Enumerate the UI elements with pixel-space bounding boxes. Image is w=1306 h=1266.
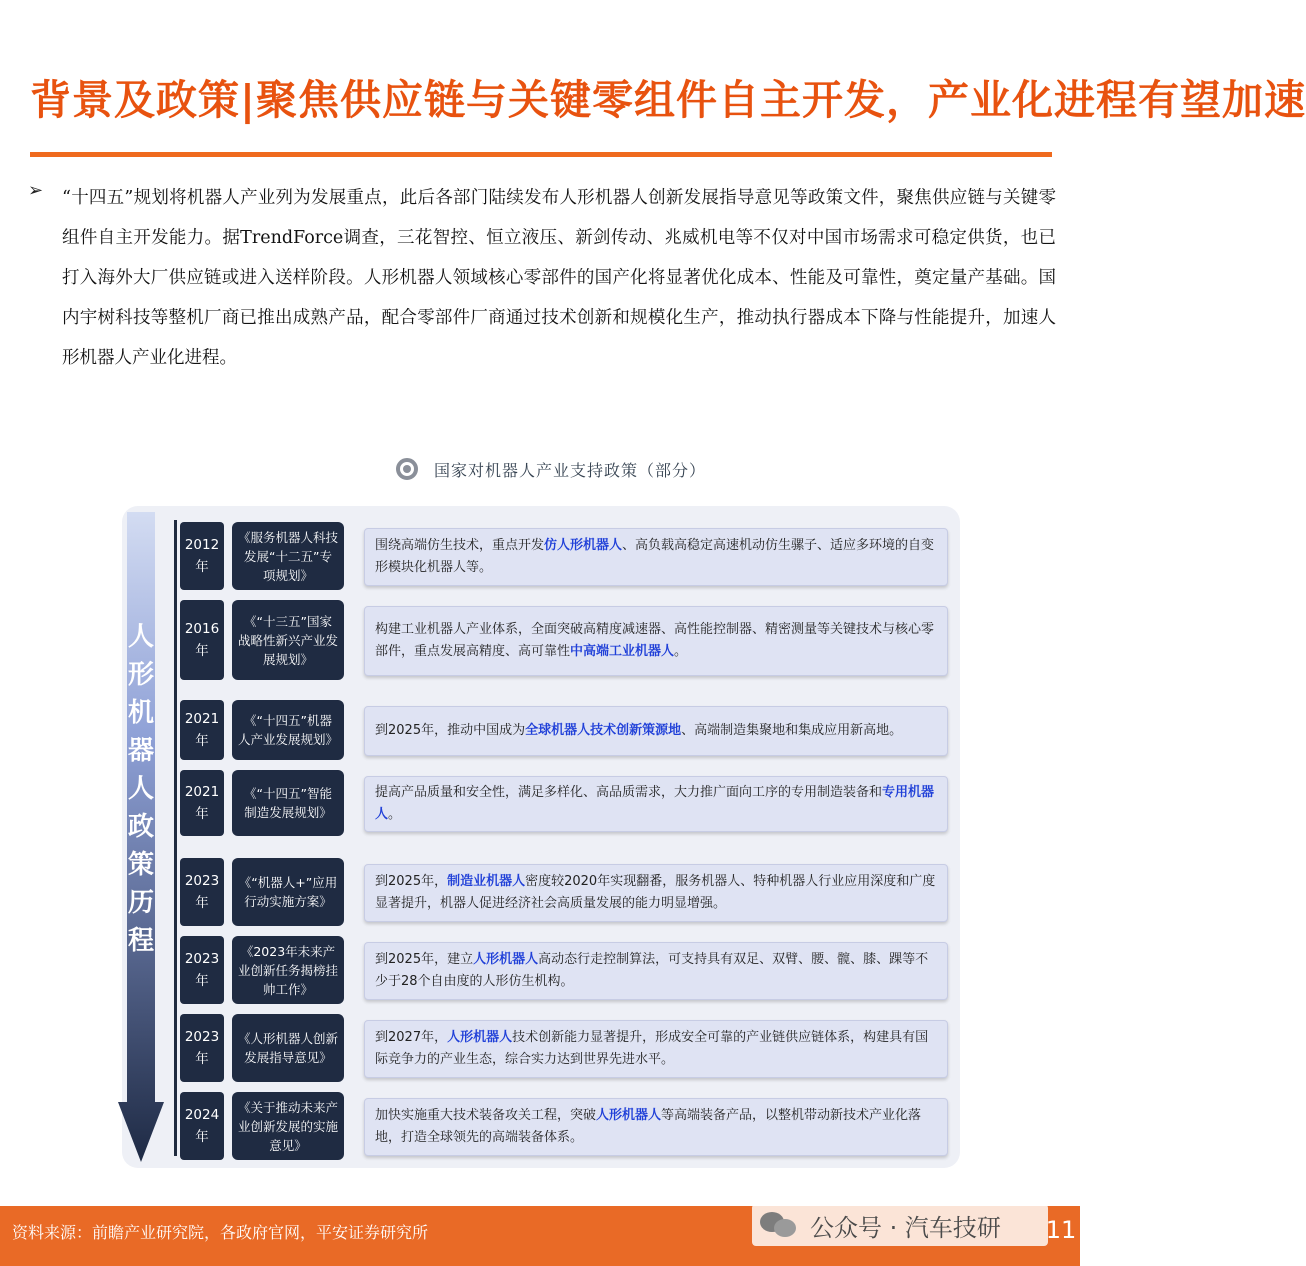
description-post: 、高负载高稳定高速机动仿生骡子、适应多环境的自变形模块化机器人等。	[375, 538, 935, 575]
year-value: 2023	[184, 951, 220, 967]
policy-description	[364, 1098, 948, 1156]
description-pre: 构建工业机器人产业体系，全面突破高精度减速器、高性能控制器、精密测量等关键技术与核心零部件，重点发展高精度、高可靠性	[375, 622, 935, 659]
policy-document-name: 《服务机器人科技发展“十二五”专项规划》	[232, 522, 344, 590]
page-title: 背景及政策|聚焦供应链与关键零组件自主开发，产业化进程有望加速	[30, 76, 1306, 124]
year-unit: 年	[195, 733, 209, 749]
year-unit: 年	[195, 973, 209, 989]
policy-description	[364, 528, 948, 586]
description-highlight: 人形机器人	[596, 1108, 662, 1123]
figure-caption-text: 国家对机器人产业支持政策（部分）	[434, 460, 707, 480]
year-unit: 年	[195, 559, 209, 575]
year-value: 2023	[184, 873, 220, 889]
description-post: 、高端制造集聚地和集成应用新高地。	[681, 723, 903, 738]
year-badge	[180, 700, 224, 760]
description-post: 高动态行走控制算法，可支持具有双足、双臂、腰、髋、膝、踝等不少于28个自由度的人形仿生机构。	[375, 952, 929, 989]
policy-row	[0, 522, 1080, 594]
policy-description-text	[375, 619, 937, 663]
year-value: 2016	[184, 621, 220, 637]
policy-description-text	[375, 949, 937, 993]
year-value: 2012	[184, 537, 220, 553]
description-pre: 到2025年，推动中国成为	[375, 723, 526, 738]
policy-description	[364, 1020, 948, 1078]
description-pre: 到2025年，	[375, 874, 448, 889]
year-badge	[180, 858, 224, 926]
description-highlight: 仿人形机器人	[544, 538, 623, 553]
description-post: 等高端装备产品，以整机带动新技术产业化落地，打造全球领先的高端装备体系。	[375, 1108, 922, 1145]
arrow-label-char: 人	[127, 622, 154, 652]
description-highlight: 全球机器人技术创新策源地	[525, 723, 682, 738]
title-divider	[30, 152, 1052, 157]
policy-row	[0, 936, 1080, 1008]
description-highlight: 制造业机器人	[447, 874, 526, 889]
policy-description-text	[375, 535, 937, 579]
policy-description	[364, 864, 948, 922]
arrow-label-char: 历	[127, 888, 154, 918]
policy-document-name: 《关于推动未来产业创新发展的实施意见》	[232, 1092, 344, 1160]
policy-document-name: 《“机器人+”应用行动实施方案》	[232, 858, 344, 926]
target-circle-icon	[396, 458, 418, 480]
description-pre: 到2025年，建立	[375, 952, 474, 967]
description-pre: 提高产品质量和安全性，满足多样化、高品质需求，大力推广面向工序的专用制造装备和	[375, 785, 883, 800]
policy-row	[0, 1092, 1080, 1164]
wechat-icon	[760, 1210, 800, 1240]
policy-description	[364, 942, 948, 1000]
description-highlight: 中高端工业机器人	[570, 644, 675, 659]
policy-description-text	[375, 1105, 937, 1149]
year-badge	[180, 522, 224, 590]
policy-row	[0, 1014, 1080, 1086]
description-post: 密度较2020年实现翻番，服务机器人、特种机器人行业应用深度和广度显著提升，机器人促进经济社会高质量发展的能力明显增强。	[375, 874, 936, 911]
description-post: 。	[674, 644, 688, 659]
arrow-label-char: 形	[127, 660, 154, 690]
policy-row	[0, 600, 1080, 684]
policy-document-name: 《“十四五”机器人产业发展规划》	[232, 700, 344, 760]
arrow-label-char: 人	[127, 774, 154, 804]
policy-document-name: 《人形机器人创新发展指导意见》	[232, 1014, 344, 1082]
policy-description-text	[375, 1027, 937, 1071]
year-badge	[180, 600, 224, 680]
watermark	[752, 1204, 1048, 1246]
description-highlight: 专用机器人	[375, 785, 935, 822]
policy-description-text	[375, 782, 937, 826]
policy-description	[364, 606, 948, 676]
arrow-label-char: 程	[127, 926, 154, 956]
year-badge	[180, 936, 224, 1004]
arrow-label-char: 器	[127, 736, 154, 766]
year-unit: 年	[195, 1051, 209, 1067]
policy-document-name: 《2023年未来产业创新任务揭榜挂帅工作》	[232, 936, 344, 1004]
footer-source: 资料来源：前瞻产业研究院，各政府官网，平安证券研究所	[12, 1223, 429, 1242]
description-pre: 加快实施重大技术装备攻关工程，突破	[375, 1108, 597, 1123]
arrow-label-char: 策	[127, 850, 154, 880]
intro-text: “十四五”规划将机器人产业列为发展重点，此后各部门陆续发布人形机器人创新发展指导意见等政策文件，聚焦供应链与关键零组件自主开发能力。据TrendForce调查，三花智控、恒立液压、新剑传动、兆威机电等不仅对中国市场需求可稳定供货，也已打入海外大厂供应链或进入送样阶段。人形机器人领域核心零部件的国产化将显著优化成本、性能及可靠性，奠定量产基础。国内宇树科技等整机厂商已推出成熟产品，配合零部件厂商通过技术创新和规模化生产，推动执行器成本下降与性能提升，加速人形机器人产业化进程。	[62, 188, 1056, 368]
year-unit: 年	[195, 1129, 209, 1145]
policy-description	[364, 776, 948, 832]
year-value: 2023	[184, 1029, 220, 1045]
year-badge	[180, 1092, 224, 1160]
policy-document-name: 《“十三五”国家战略性新兴产业发展规划》	[232, 600, 344, 680]
policy-description-text	[375, 720, 902, 742]
description-post: 技术创新能力显著提升，形成安全可靠的产业链供应链体系，构建具有国际竞争力的产业生态，综合实力达到世界先进水平。	[375, 1030, 929, 1067]
watermark-text: 公众号 · 汽车技研	[810, 1213, 1001, 1242]
year-value: 2021	[184, 711, 220, 727]
year-badge	[180, 1014, 224, 1082]
arrow-bullet-icon: ➢	[28, 180, 44, 201]
arrow-label-char: 机	[127, 698, 154, 728]
year-badge	[180, 770, 224, 836]
policy-row	[0, 858, 1080, 930]
year-value: 2021	[184, 784, 220, 800]
policy-row	[0, 700, 1080, 764]
year-value: 2024	[184, 1107, 220, 1123]
description-highlight: 人形机器人	[473, 952, 539, 967]
year-unit: 年	[195, 806, 209, 822]
policy-document-name: 《“十四五”智能制造发展规划》	[232, 770, 344, 836]
description-pre: 到2027年，	[375, 1030, 448, 1045]
year-unit: 年	[195, 895, 209, 911]
policy-description-text	[375, 871, 937, 915]
policy-row	[0, 770, 1080, 840]
description-pre: 围绕高端仿生技术，重点开发	[375, 538, 545, 553]
year-unit: 年	[195, 643, 209, 659]
description-post: 。	[388, 807, 402, 822]
page-number: 11	[1045, 1216, 1077, 1244]
arrow-label-char: 政	[127, 812, 154, 842]
description-highlight: 人形机器人	[447, 1030, 513, 1045]
figure-caption	[396, 452, 706, 486]
policy-description	[364, 706, 948, 756]
